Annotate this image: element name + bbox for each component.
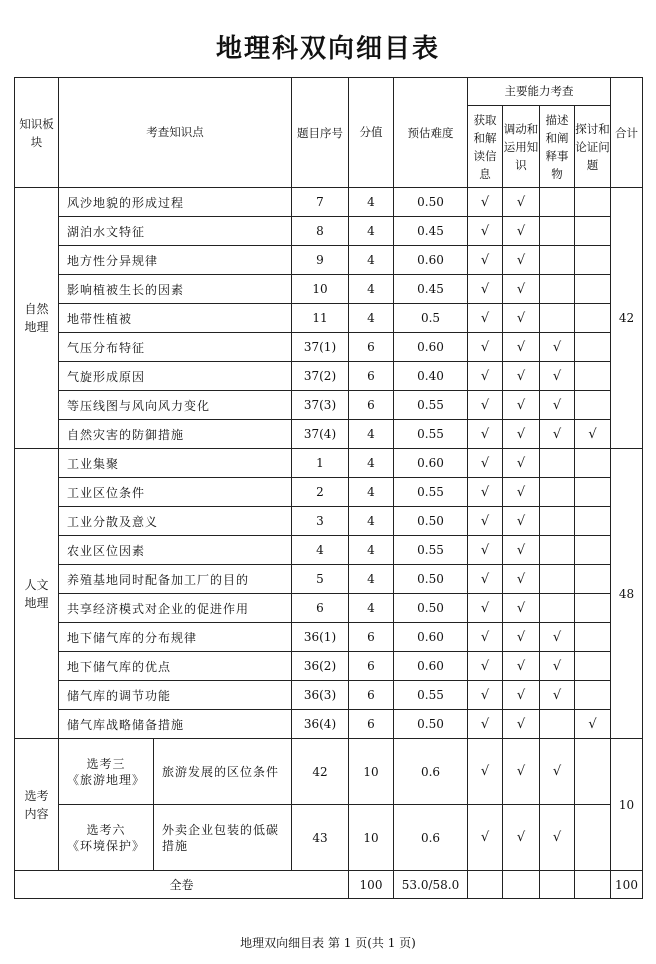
ability-1-cell bbox=[468, 565, 503, 594]
ability-4-cell bbox=[575, 362, 611, 391]
ability-2-cell bbox=[503, 246, 540, 275]
ability-3-cell bbox=[540, 391, 575, 420]
knowledge-point: 气压分布特征 bbox=[59, 333, 292, 362]
difficulty: 0.55 bbox=[394, 420, 468, 449]
table-row bbox=[15, 536, 643, 565]
score: 6 bbox=[349, 391, 394, 420]
ability-4-cell bbox=[575, 217, 611, 246]
ability-1-cell bbox=[468, 304, 503, 333]
table-row bbox=[15, 652, 643, 681]
check-mark-icon: √ bbox=[516, 716, 526, 732]
knowledge-point: 共享经济模式对企业的促进作用 bbox=[59, 594, 292, 623]
question-number: 36(4) bbox=[292, 710, 349, 739]
check-mark-icon: √ bbox=[588, 426, 597, 442]
ability-1-cell bbox=[468, 623, 503, 652]
ability-4-cell bbox=[575, 275, 611, 304]
page-title: 地理科双向细目表 bbox=[215, 34, 440, 64]
ability-1-cell bbox=[468, 507, 503, 536]
check-mark-icon: √ bbox=[516, 658, 526, 674]
table-row bbox=[15, 805, 643, 871]
knowledge-point: 地方性分异规律 bbox=[59, 246, 292, 275]
header-point: 考查知识点 bbox=[59, 78, 292, 188]
check-mark-icon: √ bbox=[552, 426, 562, 442]
score: 4 bbox=[349, 449, 394, 478]
knowledge-point: 自然灾害的防御措施 bbox=[59, 420, 292, 449]
ability-4-cell bbox=[575, 623, 611, 652]
score: 10 bbox=[349, 739, 394, 805]
ability-1-cell bbox=[468, 478, 503, 507]
difficulty: 0.60 bbox=[394, 246, 468, 275]
ability-4-cell bbox=[575, 594, 611, 623]
question-number: 4 bbox=[292, 536, 349, 565]
score: 4 bbox=[349, 188, 394, 217]
table-body bbox=[15, 188, 643, 899]
ability-4-cell bbox=[575, 652, 611, 681]
ability-4-cell bbox=[575, 304, 611, 333]
ability-3-cell bbox=[540, 449, 575, 478]
question-number: 8 bbox=[292, 217, 349, 246]
ability-1-cell bbox=[468, 275, 503, 304]
check-mark-icon: √ bbox=[516, 281, 526, 297]
ability-2-cell bbox=[503, 739, 540, 805]
section-name: 人文地理 bbox=[15, 449, 59, 739]
ability-3-cell bbox=[540, 536, 575, 565]
check-mark-icon: √ bbox=[588, 716, 597, 732]
score: 4 bbox=[349, 594, 394, 623]
question-number: 42 bbox=[292, 739, 349, 805]
ability-3-cell bbox=[540, 275, 575, 304]
knowledge-point: 地下储气库的优点 bbox=[59, 652, 292, 681]
table-row bbox=[15, 391, 643, 420]
check-mark-icon: √ bbox=[480, 830, 490, 845]
ability-2-cell bbox=[503, 391, 540, 420]
header-score: 分值 bbox=[349, 78, 394, 188]
check-mark-icon: √ bbox=[552, 687, 562, 703]
check-mark-icon: √ bbox=[516, 223, 526, 239]
difficulty: 0.55 bbox=[394, 478, 468, 507]
ability-1-cell bbox=[468, 246, 503, 275]
check-mark-icon: √ bbox=[480, 571, 490, 587]
check-mark-icon: √ bbox=[552, 658, 562, 674]
ability-3-cell bbox=[540, 420, 575, 449]
score: 4 bbox=[349, 217, 394, 246]
question-number: 36(1) bbox=[292, 623, 349, 652]
question-number: 37(4) bbox=[292, 420, 349, 449]
score: 4 bbox=[349, 507, 394, 536]
summary-score: 100 bbox=[349, 871, 394, 899]
ability-3-cell bbox=[540, 304, 575, 333]
header-ability-1: 获取和解读信息 bbox=[468, 106, 503, 188]
ability-4-cell bbox=[575, 420, 611, 449]
elective-book: 《旅游地理》 bbox=[66, 772, 145, 787]
question-number: 11 bbox=[292, 304, 349, 333]
ability-3-cell bbox=[540, 333, 575, 362]
score: 4 bbox=[349, 420, 394, 449]
ability-2-cell bbox=[503, 805, 540, 871]
ability-2-cell bbox=[503, 420, 540, 449]
ability-4-cell bbox=[575, 333, 611, 362]
header-ability-2: 调动和运用知识 bbox=[503, 106, 540, 188]
difficulty: 0.6 bbox=[394, 739, 468, 805]
knowledge-point: 养殖基地同时配备加工厂的目的 bbox=[59, 565, 292, 594]
check-mark-icon: √ bbox=[516, 194, 526, 210]
spec-table bbox=[14, 77, 643, 899]
summary-total: 100 bbox=[611, 871, 643, 899]
summary-ability-1-cell bbox=[468, 871, 503, 899]
check-mark-icon: √ bbox=[516, 687, 526, 703]
table-row bbox=[15, 217, 643, 246]
check-mark-icon: √ bbox=[516, 764, 526, 779]
question-number: 36(2) bbox=[292, 652, 349, 681]
knowledge-point: 地带性植被 bbox=[59, 304, 292, 333]
table-row bbox=[15, 362, 643, 391]
header-ability-3: 描述和阐释事物 bbox=[540, 106, 575, 188]
score: 4 bbox=[349, 536, 394, 565]
table-row bbox=[15, 623, 643, 652]
check-mark-icon: √ bbox=[480, 339, 490, 355]
ability-4-cell bbox=[575, 449, 611, 478]
ability-3-cell bbox=[540, 246, 575, 275]
table-row bbox=[15, 304, 643, 333]
difficulty: 0.55 bbox=[394, 536, 468, 565]
question-number: 10 bbox=[292, 275, 349, 304]
check-mark-icon: √ bbox=[516, 830, 526, 845]
check-mark-icon: √ bbox=[480, 484, 490, 500]
ability-3-cell bbox=[540, 805, 575, 871]
ability-3-cell bbox=[540, 478, 575, 507]
ability-1-cell bbox=[468, 536, 503, 565]
score: 6 bbox=[349, 710, 394, 739]
elective-module: 选考六 bbox=[86, 822, 126, 837]
difficulty: 0.50 bbox=[394, 507, 468, 536]
ability-2-cell bbox=[503, 507, 540, 536]
score: 4 bbox=[349, 565, 394, 594]
check-mark-icon: √ bbox=[480, 629, 490, 645]
ability-3-cell bbox=[540, 217, 575, 246]
knowledge-point: 储气库战略储备措施 bbox=[59, 710, 292, 739]
ability-4-cell bbox=[575, 565, 611, 594]
check-mark-icon: √ bbox=[552, 764, 562, 779]
table-row bbox=[15, 275, 643, 304]
check-mark-icon: √ bbox=[480, 281, 490, 297]
knowledge-point: 等压线图与风向风力变化 bbox=[59, 391, 292, 420]
ability-2-cell bbox=[503, 594, 540, 623]
page-footer: 地理双向细目表 第 1 页(共 1 页) bbox=[240, 936, 416, 950]
difficulty: 0.60 bbox=[394, 623, 468, 652]
table-row bbox=[15, 333, 643, 362]
score: 4 bbox=[349, 304, 394, 333]
score: 6 bbox=[349, 362, 394, 391]
question-number: 7 bbox=[292, 188, 349, 217]
question-number: 2 bbox=[292, 478, 349, 507]
check-mark-icon: √ bbox=[516, 426, 526, 442]
header-total: 合计 bbox=[611, 78, 643, 188]
check-mark-icon: √ bbox=[480, 397, 490, 413]
knowledge-point: 工业集聚 bbox=[59, 449, 292, 478]
ability-2-cell bbox=[503, 623, 540, 652]
elective-module: 选考三 bbox=[86, 756, 126, 771]
score: 6 bbox=[349, 652, 394, 681]
knowledge-point: 工业分散及意义 bbox=[59, 507, 292, 536]
ability-3-cell bbox=[540, 362, 575, 391]
ability-1-cell bbox=[468, 420, 503, 449]
check-mark-icon: √ bbox=[552, 339, 562, 355]
difficulty: 0.60 bbox=[394, 333, 468, 362]
difficulty: 0.50 bbox=[394, 565, 468, 594]
section-total: 42 bbox=[611, 188, 643, 449]
table-row bbox=[15, 507, 643, 536]
ability-3-cell bbox=[540, 565, 575, 594]
difficulty: 0.50 bbox=[394, 594, 468, 623]
ability-2-cell bbox=[503, 333, 540, 362]
score: 6 bbox=[349, 681, 394, 710]
check-mark-icon: √ bbox=[480, 513, 490, 529]
ability-1-cell bbox=[468, 681, 503, 710]
header-ability-4: 探讨和论证问题 bbox=[575, 106, 611, 188]
difficulty: 0.55 bbox=[394, 391, 468, 420]
question-number: 1 bbox=[292, 449, 349, 478]
check-mark-icon: √ bbox=[480, 764, 490, 779]
check-mark-icon: √ bbox=[516, 629, 526, 645]
ability-4-cell bbox=[575, 710, 611, 739]
difficulty: 0.50 bbox=[394, 710, 468, 739]
check-mark-icon: √ bbox=[516, 600, 526, 616]
check-mark-icon: √ bbox=[480, 542, 490, 558]
ability-1-cell bbox=[468, 333, 503, 362]
table-row bbox=[15, 594, 643, 623]
difficulty: 0.60 bbox=[394, 449, 468, 478]
section-name: 选考内容 bbox=[15, 739, 59, 871]
knowledge-point: 工业区位条件 bbox=[59, 478, 292, 507]
score: 4 bbox=[349, 478, 394, 507]
question-number: 43 bbox=[292, 805, 349, 871]
elective-cell bbox=[59, 805, 154, 871]
check-mark-icon: √ bbox=[480, 455, 490, 471]
knowledge-point: 影响植被生长的因素 bbox=[59, 275, 292, 304]
knowledge-point: 农业区位因素 bbox=[59, 536, 292, 565]
table-row bbox=[15, 565, 643, 594]
difficulty: 0.5 bbox=[394, 304, 468, 333]
check-mark-icon: √ bbox=[516, 513, 526, 529]
ability-1-cell bbox=[468, 805, 503, 871]
check-mark-icon: √ bbox=[516, 368, 526, 384]
check-mark-icon: √ bbox=[480, 252, 490, 268]
score: 6 bbox=[349, 623, 394, 652]
ability-4-cell bbox=[575, 391, 611, 420]
check-mark-icon: √ bbox=[480, 716, 490, 732]
check-mark-icon: √ bbox=[516, 397, 526, 413]
difficulty: 0.45 bbox=[394, 275, 468, 304]
ability-4-cell bbox=[575, 246, 611, 275]
knowledge-point: 湖泊水文特征 bbox=[59, 217, 292, 246]
check-mark-icon: √ bbox=[480, 658, 490, 674]
ability-2-cell bbox=[503, 652, 540, 681]
check-mark-icon: √ bbox=[552, 830, 562, 845]
ability-1-cell bbox=[468, 739, 503, 805]
ability-1-cell bbox=[468, 217, 503, 246]
ability-4-cell bbox=[575, 739, 611, 805]
check-mark-icon: √ bbox=[516, 571, 526, 587]
ability-3-cell bbox=[540, 710, 575, 739]
summary-label: 全卷 bbox=[15, 871, 349, 899]
knowledge-point: 旅游发展的区位条件 bbox=[154, 739, 292, 805]
question-number: 6 bbox=[292, 594, 349, 623]
table-row bbox=[15, 739, 643, 805]
check-mark-icon: √ bbox=[552, 629, 562, 645]
ability-1-cell bbox=[468, 594, 503, 623]
difficulty: 0.55 bbox=[394, 681, 468, 710]
knowledge-point: 储气库的调节功能 bbox=[59, 681, 292, 710]
question-number: 37(3) bbox=[292, 391, 349, 420]
check-mark-icon: √ bbox=[516, 339, 526, 355]
question-number: 9 bbox=[292, 246, 349, 275]
ability-2-cell bbox=[503, 536, 540, 565]
score: 4 bbox=[349, 275, 394, 304]
section-total: 10 bbox=[611, 739, 643, 871]
question-number: 3 bbox=[292, 507, 349, 536]
ability-3-cell bbox=[540, 188, 575, 217]
ability-4-cell bbox=[575, 805, 611, 871]
table-row bbox=[15, 710, 643, 739]
check-mark-icon: √ bbox=[480, 426, 490, 442]
question-number: 5 bbox=[292, 565, 349, 594]
section-total: 48 bbox=[611, 449, 643, 739]
header-question-number: 题目序号 bbox=[292, 78, 349, 188]
summary-row bbox=[15, 871, 643, 899]
difficulty: 0.50 bbox=[394, 188, 468, 217]
check-mark-icon: √ bbox=[480, 223, 490, 239]
ability-2-cell bbox=[503, 304, 540, 333]
ability-4-cell bbox=[575, 507, 611, 536]
ability-1-cell bbox=[468, 391, 503, 420]
table-row bbox=[15, 478, 643, 507]
ability-3-cell bbox=[540, 594, 575, 623]
ability-1-cell bbox=[468, 652, 503, 681]
ability-3-cell bbox=[540, 623, 575, 652]
ability-2-cell bbox=[503, 217, 540, 246]
difficulty: 0.45 bbox=[394, 217, 468, 246]
table-row bbox=[15, 449, 643, 478]
knowledge-point: 外卖企业包装的低碳措施 bbox=[154, 805, 292, 871]
ability-2-cell bbox=[503, 478, 540, 507]
check-mark-icon: √ bbox=[516, 484, 526, 500]
elective-cell bbox=[59, 739, 154, 805]
ability-1-cell bbox=[468, 449, 503, 478]
ability-3-cell bbox=[540, 681, 575, 710]
summary-difficulty: 53.0/58.0 bbox=[394, 871, 468, 899]
check-mark-icon: √ bbox=[516, 252, 526, 268]
ability-3-cell bbox=[540, 507, 575, 536]
header-ability-group: 主要能力考查 bbox=[468, 78, 611, 106]
ability-2-cell bbox=[503, 275, 540, 304]
ability-2-cell bbox=[503, 681, 540, 710]
knowledge-point: 气旋形成原因 bbox=[59, 362, 292, 391]
ability-2-cell bbox=[503, 362, 540, 391]
table-row bbox=[15, 420, 643, 449]
question-number: 37(1) bbox=[292, 333, 349, 362]
difficulty: 0.60 bbox=[394, 652, 468, 681]
knowledge-point: 地下储气库的分布规律 bbox=[59, 623, 292, 652]
check-mark-icon: √ bbox=[480, 687, 490, 703]
check-mark-icon: √ bbox=[480, 368, 490, 384]
check-mark-icon: √ bbox=[552, 397, 562, 413]
ability-3-cell bbox=[540, 652, 575, 681]
check-mark-icon: √ bbox=[516, 542, 526, 558]
check-mark-icon: √ bbox=[516, 455, 526, 471]
ability-1-cell bbox=[468, 188, 503, 217]
section-name: 自然地理 bbox=[15, 188, 59, 449]
check-mark-icon: √ bbox=[480, 194, 490, 210]
summary-ability-4-cell bbox=[575, 871, 611, 899]
table-row bbox=[15, 246, 643, 275]
ability-2-cell bbox=[503, 188, 540, 217]
ability-4-cell bbox=[575, 681, 611, 710]
summary-ability-2-cell bbox=[503, 871, 540, 899]
difficulty: 0.40 bbox=[394, 362, 468, 391]
score: 4 bbox=[349, 246, 394, 275]
question-number: 37(2) bbox=[292, 362, 349, 391]
ability-2-cell bbox=[503, 565, 540, 594]
knowledge-point: 风沙地貌的形成过程 bbox=[59, 188, 292, 217]
header-block: 知识板块 bbox=[15, 78, 59, 188]
table-row bbox=[15, 188, 643, 217]
header-difficulty: 预估难度 bbox=[394, 78, 468, 188]
ability-1-cell bbox=[468, 362, 503, 391]
ability-2-cell bbox=[503, 710, 540, 739]
check-mark-icon: √ bbox=[480, 600, 490, 616]
question-number: 36(3) bbox=[292, 681, 349, 710]
ability-4-cell bbox=[575, 188, 611, 217]
check-mark-icon: √ bbox=[552, 368, 562, 384]
check-mark-icon: √ bbox=[480, 310, 490, 326]
ability-4-cell bbox=[575, 478, 611, 507]
score: 10 bbox=[349, 805, 394, 871]
ability-1-cell bbox=[468, 710, 503, 739]
elective-book: 《环境保护》 bbox=[66, 838, 145, 853]
check-mark-icon: √ bbox=[516, 310, 526, 326]
table-row bbox=[15, 681, 643, 710]
ability-2-cell bbox=[503, 449, 540, 478]
ability-3-cell bbox=[540, 739, 575, 805]
difficulty: 0.6 bbox=[394, 805, 468, 871]
ability-4-cell bbox=[575, 536, 611, 565]
score: 6 bbox=[349, 333, 394, 362]
summary-ability-3-cell bbox=[540, 871, 575, 899]
